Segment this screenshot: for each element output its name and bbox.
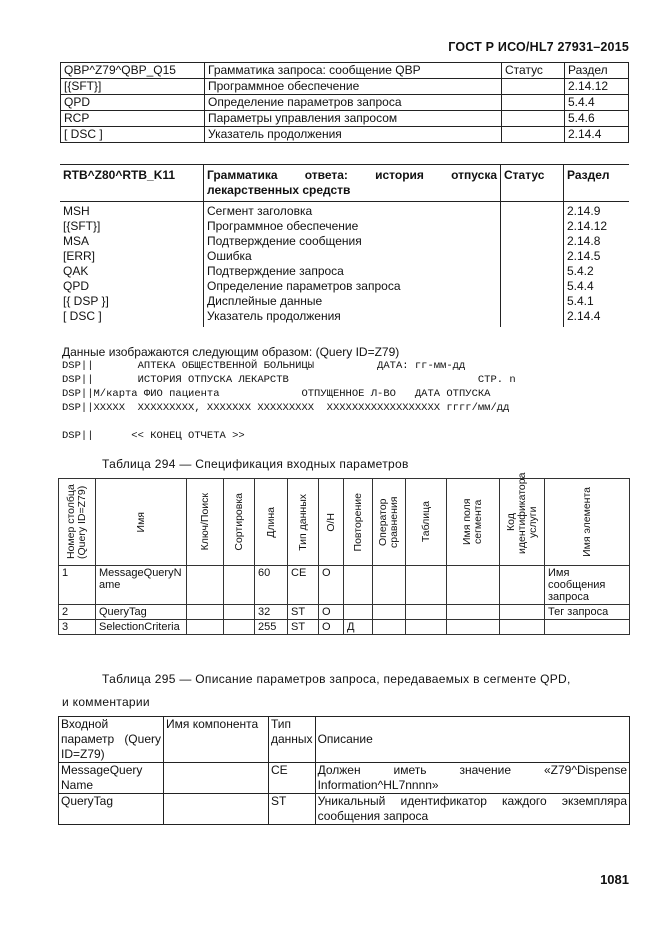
table-row: [60, 249, 629, 264]
table-cell: [224, 605, 255, 620]
input-parameters-table: [58, 472, 630, 635]
table-cell: [373, 605, 406, 620]
table-cell: [502, 111, 565, 127]
table-cell: [501, 249, 564, 264]
column-header: Тип данных: [296, 493, 309, 551]
table-cell: 2.14.8: [567, 234, 601, 248]
table-cell: [447, 605, 500, 620]
table-cell: ST: [288, 620, 319, 635]
table-cell: Подтверждение сообщения: [204, 234, 501, 249]
table-cell: 5.4.4: [567, 279, 594, 293]
table-cell: CE: [288, 566, 319, 605]
table-row: [60, 264, 629, 279]
column-header: Описание: [315, 717, 629, 763]
table-cell: 5.4.4: [565, 95, 629, 111]
column-header: RTB^Z80^RTB_K11: [60, 165, 204, 202]
query-grammar-table: [60, 62, 629, 143]
table-cell: [{SFT}]: [61, 79, 205, 95]
table-cell: QAK: [60, 264, 204, 279]
table-cell: Определение параметров запроса: [205, 95, 502, 111]
table-cell: 2.14.4: [567, 309, 601, 323]
table-row: [59, 794, 630, 825]
table-cell: [406, 620, 447, 635]
table-cell: QueryTag: [59, 794, 164, 825]
table-row: [61, 111, 629, 127]
table-cell: 5.4.6: [565, 111, 629, 127]
column-header: Раздел: [565, 63, 629, 79]
table-cell: 2.14.5: [567, 249, 601, 263]
table295-caption-continued: и комментарии: [62, 695, 150, 709]
column-header: Имя элемента: [580, 487, 593, 557]
column-header: Номер столбца (Query ID=Z79): [65, 484, 88, 560]
column-header: QBP^Z79^QBP_Q15: [61, 63, 205, 79]
table-cell: Имя сообщения запроса: [545, 566, 630, 605]
table-row: [59, 620, 630, 635]
column-header: Имя компонента: [164, 717, 269, 763]
table-cell: 2.14.12: [565, 79, 629, 95]
table-row: [61, 95, 629, 111]
table-cell: Подтверждение запроса: [204, 264, 501, 279]
table-cell: [373, 620, 406, 635]
table-cell: [500, 620, 545, 635]
table-cell: [501, 279, 564, 294]
table-row: [59, 605, 630, 620]
table-cell: [406, 566, 447, 605]
column-header: Повторение: [351, 492, 364, 552]
table-header-row: [59, 479, 630, 566]
table-cell: [501, 219, 564, 234]
table-cell: Сегмент заголовка: [204, 202, 501, 220]
table-row: [60, 279, 629, 294]
table-cell: [164, 763, 269, 794]
column-header: Входной параметр (Query ID=Z79): [59, 717, 164, 763]
table-cell: MessageQueryName: [96, 566, 187, 605]
column-header: Оператор сравнения: [377, 496, 400, 548]
table-cell: 2.14.9: [567, 204, 601, 218]
table-cell: [373, 566, 406, 605]
table-cell: [447, 566, 500, 605]
column-header: Имя: [134, 511, 147, 533]
table-cell: [ERR]: [60, 249, 204, 264]
table-cell: [{ DSP }]: [60, 294, 204, 309]
display-line: DSP||XXXXX XXXXXXXXX, XXXXXXX XXXXXXXXX XXXXXXXXXXXXXXXXXX гггг/мм/дд: [62, 402, 510, 414]
table-cell: [187, 605, 224, 620]
column-header: Ключ/Поиск: [198, 493, 211, 551]
table-cell: 2.14.4: [565, 127, 629, 143]
table-cell: [406, 605, 447, 620]
table-row: [60, 309, 629, 327]
table-row: [60, 202, 629, 220]
table-cell: [502, 127, 565, 143]
query-parameters-description-table: [58, 716, 630, 825]
column-header: Код идентификатора услуги: [504, 472, 539, 554]
table-row: [61, 127, 629, 143]
table-cell: [500, 605, 545, 620]
column-header: Грамматика запроса: сообщение QBP: [205, 63, 502, 79]
table-cell: [224, 566, 255, 605]
page-number: 1081: [600, 872, 629, 887]
table-cell: 5.4.2: [567, 264, 594, 278]
column-header: Сортировка: [232, 493, 245, 551]
table-cell: ST: [269, 794, 316, 825]
table-cell: QueryTag: [96, 605, 187, 620]
table-cell: [502, 95, 565, 111]
document-header: ГОСТ Р ИСО/HL7 27931–2015: [448, 40, 629, 54]
table-cell: RCP: [61, 111, 205, 127]
column-header: О/Н: [324, 512, 337, 532]
table-cell: MSA: [60, 234, 204, 249]
display-line: DSP||М/карта ФИО пациента ОТПУЩЕННОЕ Л-ВО ДАТА ОТПУСКА: [62, 388, 491, 400]
table-cell: [502, 79, 565, 95]
table-cell: Параметры управления запросом: [205, 111, 502, 127]
table-cell: MessageQuery Name: [59, 763, 164, 794]
column-header: Имя поля сегмента: [461, 498, 484, 546]
column-header: Статус: [502, 63, 565, 79]
table-cell: 2: [59, 605, 96, 620]
table-header-row: [60, 165, 629, 202]
table-cell: Уникальный идентификатор каждого экземпляра сообщения запроса: [315, 794, 629, 825]
table-cell: [500, 566, 545, 605]
response-grammar-table: [60, 164, 629, 327]
table-cell: SelectionCriteria: [96, 620, 187, 635]
table-cell: [224, 620, 255, 635]
column-header: Тип данных: [269, 717, 316, 763]
table-cell: ST: [288, 605, 319, 620]
table-cell: MSH: [60, 202, 204, 220]
table-cell: Программное обеспечение: [204, 219, 501, 234]
table-cell: [501, 309, 564, 327]
table-cell: CE: [269, 763, 316, 794]
table-cell: [{SFT}]: [60, 219, 204, 234]
table-row: [60, 294, 629, 309]
column-header: Статус: [501, 165, 564, 202]
table-cell: Программное обеспечение: [205, 79, 502, 95]
display-intro: Данные изображаются следующим образом: (Query ID=Z79): [62, 345, 400, 359]
table-cell: [501, 234, 564, 249]
table-cell: QPD: [61, 95, 205, 111]
table-cell: [187, 620, 224, 635]
table-row: [61, 79, 629, 95]
column-header: Таблица: [419, 501, 432, 543]
table-cell: Должен иметь значение «Z79^Dispense Information^HL7nnnn»: [315, 763, 629, 794]
table-cell: [164, 794, 269, 825]
table-cell: [187, 566, 224, 605]
table-row: [60, 234, 629, 249]
table-cell: [501, 202, 564, 220]
display-line: DSP|| ИСТОРИЯ ОТПУСКА ЛЕКАРСТВ СТР. n: [62, 374, 516, 386]
table-header-row: [59, 717, 630, 763]
display-line: DSP|| АПТЕКА ОБЩЕСТВЕННОЙ БОЛЬНИЦЫ ДАТА: гг-мм-дд: [62, 360, 466, 372]
display-line: DSP|| << КОНЕЦ ОТЧЕТА >>: [62, 430, 245, 442]
table-cell: Определение параметров запроса: [204, 279, 501, 294]
table-cell: [344, 566, 373, 605]
table-cell: [447, 620, 500, 635]
table-cell: 255: [255, 620, 288, 635]
table-row: [59, 566, 630, 605]
table-cell: Дисплейные данные: [204, 294, 501, 309]
column-header: Раздел: [564, 165, 630, 202]
table294-caption: Таблица 294 — Спецификация входных параметров: [102, 457, 409, 471]
table-row: [60, 219, 629, 234]
table-cell: 5.4.1: [567, 294, 594, 308]
table-cell: Д: [344, 620, 373, 635]
table-cell: [ DSC ]: [61, 127, 205, 143]
table-cell: [344, 605, 373, 620]
table-cell: Указатель продолжения: [204, 309, 501, 327]
table-header-row: [61, 63, 629, 79]
table295-caption: Таблица 295 — Описание параметров запроса, передаваемых в сегменте QPD,: [102, 672, 571, 686]
table-cell: [501, 294, 564, 309]
table-cell: O: [319, 605, 344, 620]
table-cell: Ошибка: [204, 249, 501, 264]
table-cell: O: [319, 566, 344, 605]
table-cell: 2.14.12: [567, 219, 608, 233]
column-header: Грамматика ответа: история отпуска лекарственных средств: [204, 165, 501, 202]
table-cell: O: [319, 620, 344, 635]
column-header: Длина: [264, 506, 277, 538]
table-cell: Указатель продолжения: [205, 127, 502, 143]
table-cell: Тег запроса: [545, 605, 630, 620]
table-cell: 32: [255, 605, 288, 620]
table-cell: 1: [59, 566, 96, 605]
table-row: [59, 763, 630, 794]
table-cell: 3: [59, 620, 96, 635]
table-cell: QPD: [60, 279, 204, 294]
table-cell: [545, 620, 630, 635]
table-cell: [501, 264, 564, 279]
table-cell: 60: [255, 566, 288, 605]
table-cell: [ DSC ]: [60, 309, 204, 327]
